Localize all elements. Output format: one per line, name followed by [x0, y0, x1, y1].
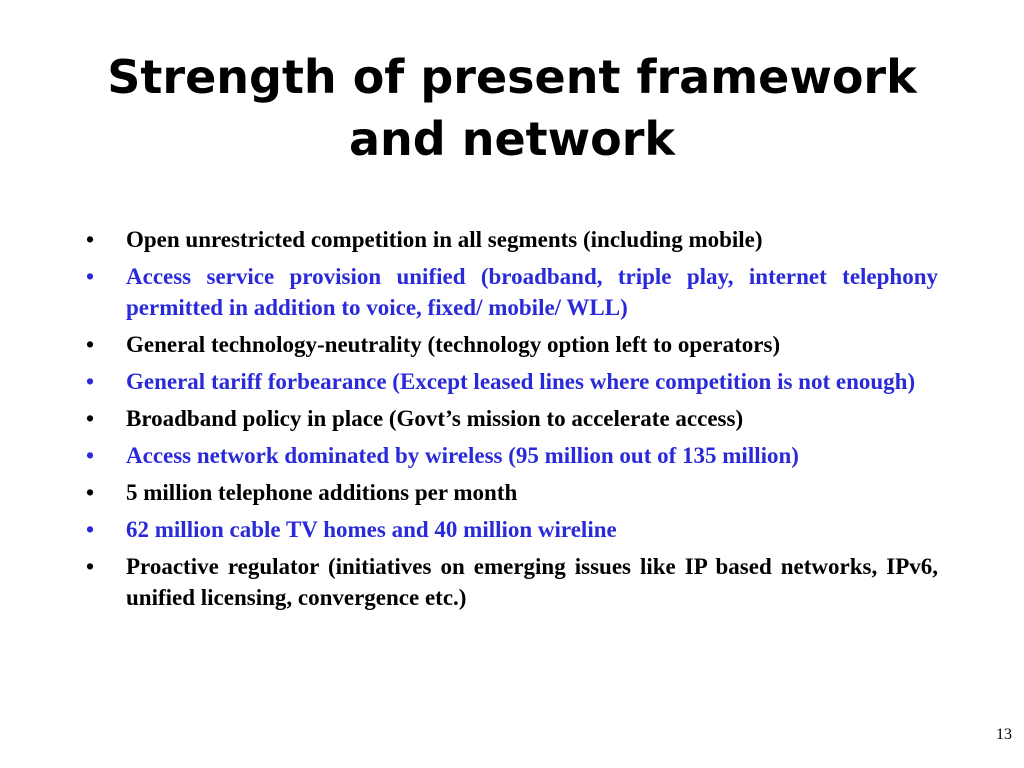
bullet-icon: • [86, 480, 95, 505]
bullet-icon: • [86, 332, 95, 357]
bullet-icon: • [86, 227, 95, 252]
bullet-text: Proactive regulator (initiatives on emerging issues like IP based networks, IPv6, unified licensing, convergence etc.) [126, 554, 938, 610]
bullet-item [86, 477, 938, 508]
bullet-icon: • [86, 406, 95, 431]
bullet-icon: • [86, 517, 95, 542]
bullet-icon: • [86, 443, 95, 468]
bullet-icon: • [86, 369, 95, 394]
bullet-text: Open unrestricted competition in all segments (including mobile) [126, 227, 763, 252]
page-number: 13 [996, 726, 1012, 743]
bullet-text: Broadband policy in place (Govt’s mission to accelerate access) [126, 406, 744, 431]
bullet-text: Access service provision unified (broadband, triple play, internet telephony permitted in addition to voice, fixed/ mobile/ WLL) [126, 264, 938, 320]
bullet-item [86, 261, 938, 323]
bullet-text: 62 million cable TV homes and 40 million wireline [126, 517, 617, 542]
bullet-item [86, 551, 938, 613]
bullet-item [86, 224, 938, 255]
bullet-text: Access network dominated by wireless (95 million out of 135 million) [126, 443, 799, 468]
bullet-item [86, 514, 938, 545]
bullet-icon: • [86, 264, 95, 289]
bullet-text: 5 million telephone additions per month [126, 480, 518, 505]
bullet-text: General technology-neutrality (technology option left to operators) [126, 332, 781, 357]
bullet-item [86, 329, 938, 360]
bullet-item [86, 366, 938, 397]
bullet-list [86, 224, 938, 619]
slide-title: Strength of present framework and network [107, 50, 917, 166]
bullet-item [86, 403, 938, 434]
bullet-icon: • [86, 554, 95, 579]
bullet-text: General tariff forbearance (Except leased lines where competition is not enough) [126, 369, 916, 394]
bullet-item [86, 440, 938, 471]
